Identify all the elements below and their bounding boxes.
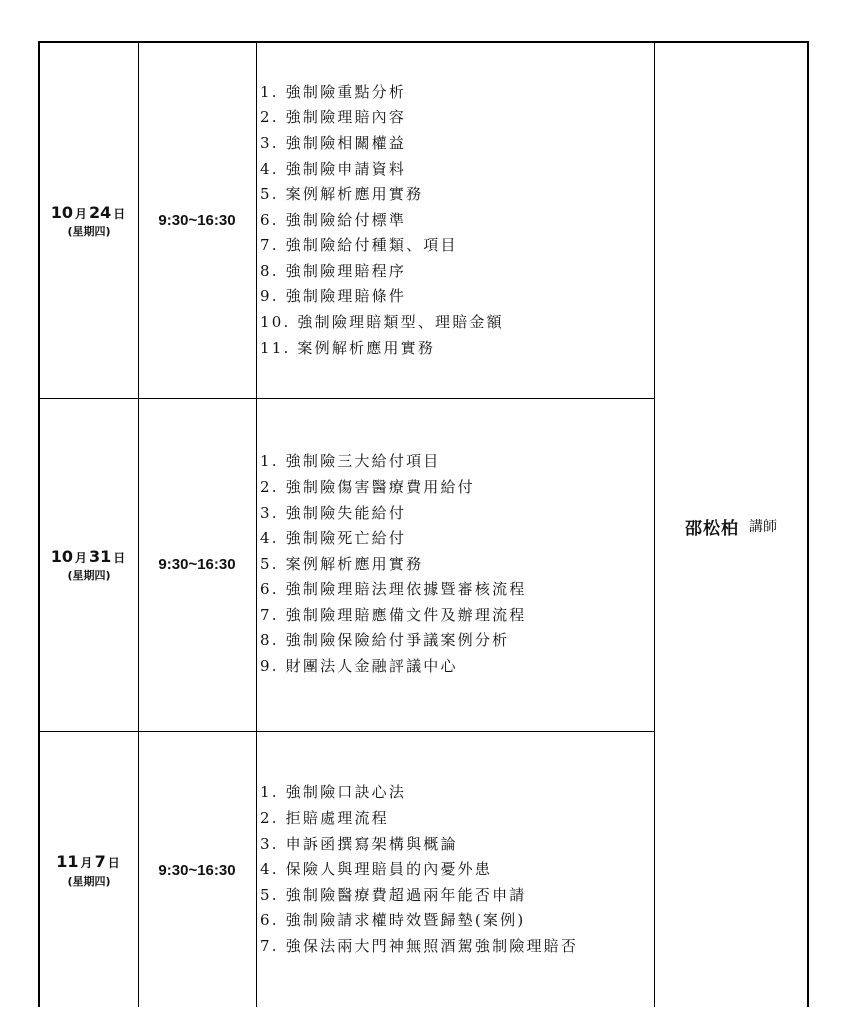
session-1-day-unit: 日 [113,206,126,221]
session-3-weekday: (星期四) [67,874,111,888]
session-2-time: 9:30~16:30 [158,556,236,573]
session-2-date [40,398,138,731]
session-1-date [40,43,138,398]
session-1-topics [256,43,654,398]
topic-item: 10. 強制險理賠類型、理賠金額 [260,313,504,332]
topic-item: 5. 案例解析應用實務 [260,554,424,573]
session-3-day: 7 [94,852,106,872]
topic-item: 4. 強制險死亡給付 [260,529,407,548]
session-1-weekday: (星期四) [67,225,111,238]
session-1-time: 9:30~16:30 [158,212,236,229]
session-3-month: 11 [56,852,79,872]
topic-item: 6. 強制險請求權時效暨歸墊(案例) [260,911,526,930]
topic-item: 1. 強制險重點分析 [260,82,407,101]
topic-item: 7. 強制險給付種類、項目 [260,236,458,255]
topic-item: 6. 強制險理賠法理依據暨審核流程 [260,580,527,599]
topic-item: 6. 強制險給付標準 [260,210,407,229]
topic-item: 5. 案例解析應用實務 [260,185,424,204]
topic-item: 8. 強制險理賠程序 [260,261,407,280]
topic-item: 3. 強制險失能給付 [260,503,407,522]
schedule-table [38,41,809,1007]
session-1-month: 10 [50,202,73,222]
session-2-day: 31 [89,546,112,566]
session-3-month-unit: 月 [80,856,93,871]
topic-item: 4. 保險人與理賠員的內憂外患 [260,860,493,879]
topic-item: 11. 案例解析應用實務 [260,338,436,357]
session-3-time: 9:30~16:30 [158,861,236,879]
session-3-topics [256,731,654,1009]
topic-item: 9. 強制險理賠條件 [260,287,407,306]
instructor-cell [655,43,807,1009]
topic-item: 7. 強保法兩大門神無照酒駕強制險理賠否 [260,936,579,955]
topic-item: 3. 強制險相關權益 [260,133,407,152]
topic-item: 2. 強制險理賠內容 [260,108,407,127]
topic-item: 3. 申訴函撰寫架構與概論 [260,834,458,853]
session-3-date [40,731,138,1009]
session-1-topic-list [260,80,504,362]
session-2-month: 10 [50,546,73,566]
topic-item: 1. 強制險三大給付項目 [260,452,441,471]
session-1-day: 24 [89,202,112,222]
session-2-topic-list [260,449,526,679]
instructor-title: 講師 [749,519,777,535]
topic-item: 5. 強制險醫療費超過兩年能否申請 [260,885,527,904]
topic-item: 4. 強制險申請資料 [260,159,407,178]
session-1-month-unit: 月 [74,206,87,221]
topic-item: 8. 強制險保險給付爭議案例分析 [260,631,510,650]
session-3-day-unit: 日 [107,856,120,871]
topic-item: 9. 財團法人金融評議中心 [260,657,458,676]
session-2-topics [256,398,654,731]
session-2-month-unit: 月 [74,550,87,565]
session-2-date-main [51,547,128,566]
topic-item: 7. 強制險理賠應備文件及辦理流程 [260,605,527,624]
topic-item: 2. 強制險傷害醫療費用給付 [260,477,475,496]
session-3-date-main [56,852,121,871]
topic-item: 1. 強制險口訣心法 [260,783,407,802]
session-1-date-main [51,203,128,222]
instructor-name: 邵松柏 [685,518,739,539]
session-2-weekday: (星期四) [67,569,111,582]
topic-item: 2. 拒賠處理流程 [260,809,389,828]
session-2-day-unit: 日 [113,550,126,565]
session-3-topic-list [260,780,578,959]
